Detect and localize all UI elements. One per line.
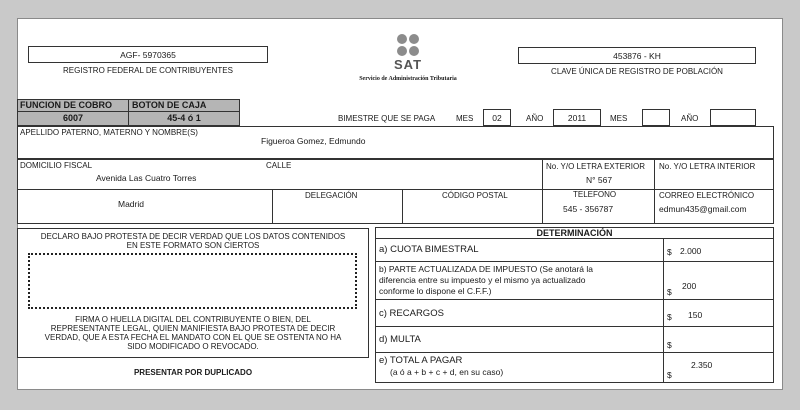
rfc-field[interactable] [28, 46, 268, 63]
total-currency: $ [667, 370, 672, 380]
duplicate-notice: PRESENTAR POR DUPLICADO [133, 368, 253, 377]
delegacion-label: DELEGACIÓN [305, 191, 358, 200]
cuota-currency: $ [667, 247, 672, 257]
sat-logo [358, 31, 458, 93]
mes-field[interactable] [483, 109, 511, 126]
boton-value: 45-4 ó 1 [167, 113, 201, 123]
total-sub: (a ó a + b + c + d, en su caso) [390, 367, 504, 377]
parte-actualizada-line-1: b) PARTE ACTUALIZADA DE IMPUESTO (Se anotará la [379, 264, 593, 274]
telefono-label: TELEFONO [573, 190, 617, 199]
calle-label: CALLE [266, 161, 292, 170]
declaration-line-2: EN ESTE FORMATO SON CIERTOS [126, 241, 260, 250]
rfc-label: REGISTRO FEDERAL DE CONTRIBUYENTES [63, 66, 233, 75]
declaration-line-1: DECLARO BAJO PROTESTA DE DECIR VERDAD QUE LOS DATOS CONTENIDOS [40, 232, 346, 241]
curp-label: CLAVE ÚNICA DE REGISTRO DE POBLACIÓN [551, 67, 723, 76]
rfc-value: AGF- 5970365 [120, 50, 176, 60]
city-value[interactable]: Madrid [118, 199, 144, 209]
anio2-label: AÑO [681, 114, 699, 123]
recargos-value[interactable]: 150 [688, 310, 703, 320]
sat-logo-subtitle: Servicio de Administración Tributaria [359, 76, 457, 82]
funcion-label: FUNCION DE COBRO [20, 100, 112, 110]
cuota-value[interactable]: 2.000 [680, 246, 702, 256]
mes-value: 02 [492, 113, 502, 123]
sat-logo-text: SAT [393, 57, 423, 72]
funcion-value: 6007 [62, 113, 84, 123]
curp-value: 453876 - KH [613, 51, 661, 61]
multa-currency: $ [667, 340, 672, 350]
total-label: e) TOTAL A PAGAR [379, 355, 463, 366]
email-value[interactable]: edmun435@gmail.com [659, 204, 747, 214]
recargos-label: c) RECARGOS [379, 308, 444, 319]
signature-line-4: SIDO MODIFICADO O REVOCADO. [127, 342, 259, 351]
calle-value[interactable]: Avenida Las Cuatro Torres [96, 173, 197, 183]
parte-actualizada-value[interactable]: 200 [682, 281, 697, 291]
parte-actualizada-line-2: diferencia entre su impuesto y el mismo ya actualizado [379, 275, 586, 285]
ext-label: No. Y/O LETRA EXTERIOR [546, 162, 645, 171]
ext-value[interactable]: N° 567 [586, 175, 613, 185]
boton-label: BOTON DE CAJA [132, 100, 207, 110]
signature-line-2: REPRESENTANTE LEGAL, QUIEN MANIFIESTA BAJO PROTESTA DE DECIR [50, 324, 336, 333]
signature-area[interactable] [28, 253, 357, 309]
email-label: CORREO ELECTRÓNICO [659, 191, 755, 200]
int-label: No. Y/O LETRA INTERIOR [659, 162, 756, 171]
total-value[interactable]: 2.350 [691, 360, 713, 370]
curp-field[interactable] [518, 47, 756, 64]
mes-label: MES [456, 114, 474, 123]
name-value[interactable]: Figueroa Gomez, Edmundo [261, 136, 366, 146]
sat-payment-form [17, 18, 783, 390]
cp-label: CÓDIGO POSTAL [442, 191, 508, 200]
signature-line-3: VERDAD, QUE A ESTA FECHA EL MANDATO CON EL QUE SE OSTENTA NO HA [44, 333, 342, 342]
bimestre-label: BIMESTRE QUE SE PAGA [338, 114, 436, 123]
anio2-field[interactable] [710, 109, 756, 126]
signature-line-1: FIRMA O HUELLA DIGITAL DEL CONTRIBUYENTE O BIEN, DEL [75, 315, 311, 324]
anio-label: AÑO [526, 114, 544, 123]
anio-field[interactable] [553, 109, 601, 126]
determination-title: DETERMINACIÓN [536, 228, 613, 238]
mes2-label: MES [610, 114, 628, 123]
name-label: APELLIDO PATERNO, MATERNO Y NOMBRE(S) [20, 128, 198, 137]
anio-value: 2011 [567, 113, 587, 123]
parte-actualizada-currency: $ [667, 287, 672, 297]
cuota-label: a) CUOTA BIMESTRAL [379, 244, 479, 255]
parte-actualizada-line-3: conforme lo dispone el C.F.F.) [379, 286, 492, 296]
multa-label: d) MULTA [379, 334, 421, 345]
domicilio-label: DOMICILIO FISCAL [20, 161, 93, 170]
telefono-value[interactable]: 545 - 356787 [563, 204, 614, 214]
mes2-field[interactable] [642, 109, 670, 126]
recargos-currency: $ [667, 312, 672, 322]
